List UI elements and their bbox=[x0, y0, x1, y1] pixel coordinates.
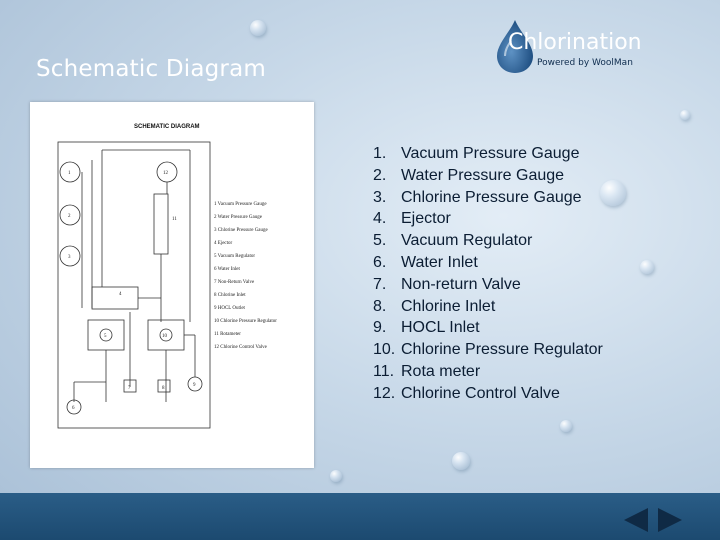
legend-item: 3 Chlorine Pressure Gauge bbox=[214, 228, 268, 233]
ejector bbox=[92, 287, 138, 309]
list-number: 7. bbox=[373, 275, 387, 293]
node-label: 4 bbox=[119, 292, 122, 297]
list-label: Water Pressure Gauge bbox=[401, 166, 565, 184]
list-number: 11. bbox=[373, 362, 395, 380]
list-label: HOCL Inlet bbox=[401, 319, 480, 337]
legend-item: 2 Water Pressure Gauge bbox=[214, 215, 262, 220]
brand-logo bbox=[492, 18, 662, 74]
schematic-heading: SCHEMATIC DIAGRAM bbox=[134, 124, 200, 130]
list-label: Chlorine Inlet bbox=[401, 297, 496, 315]
brand-name: Chlorination bbox=[508, 30, 642, 55]
node-label: 1 bbox=[68, 171, 71, 176]
list-number: 9. bbox=[373, 319, 387, 337]
list-item bbox=[373, 252, 603, 274]
node-label: 12 bbox=[163, 171, 168, 176]
triangle-left-icon[interactable] bbox=[624, 508, 648, 532]
list-number: 5. bbox=[373, 232, 387, 250]
legend-item: 9 HOCL Outlet bbox=[214, 306, 245, 311]
legend-item: 1 Vacuum Pressure Gauge bbox=[214, 202, 267, 207]
slide-title: Schematic Diagram bbox=[36, 56, 266, 82]
brand-tagline: Powered by WoolMan bbox=[537, 58, 633, 68]
list-item bbox=[373, 361, 603, 383]
list-item bbox=[373, 143, 603, 165]
list-item bbox=[373, 208, 603, 230]
node-label: 8 bbox=[162, 386, 165, 391]
list-item bbox=[373, 230, 603, 252]
list-label: Rota meter bbox=[401, 362, 481, 380]
list-label: Chlorine Control Valve bbox=[401, 384, 560, 402]
list-number: 10. bbox=[373, 341, 396, 359]
water-droplet bbox=[330, 470, 342, 482]
list-label: Non-return Valve bbox=[401, 275, 521, 293]
water-droplet bbox=[680, 110, 690, 120]
list-item bbox=[373, 165, 603, 187]
triangle-right-icon[interactable] bbox=[658, 508, 682, 532]
node-label: 5 bbox=[104, 334, 107, 339]
list-label: Chlorine Pressure Regulator bbox=[401, 341, 603, 359]
schematic-drawing bbox=[30, 102, 314, 468]
list-item bbox=[373, 383, 603, 405]
node-label: 2 bbox=[68, 214, 71, 219]
node-label: 9 bbox=[193, 383, 196, 388]
list-number: 6. bbox=[373, 253, 387, 271]
list-label: Vacuum Pressure Gauge bbox=[401, 145, 580, 162]
parts-list bbox=[373, 143, 603, 405]
legend-item: 4 Ejector bbox=[214, 241, 233, 246]
legend-item: 10 Chlorine Pressure Regulator bbox=[214, 319, 277, 324]
list-label: Ejector bbox=[401, 210, 451, 228]
water-droplet bbox=[250, 20, 266, 36]
schematic-frame bbox=[58, 142, 210, 428]
node-label: 6 bbox=[72, 406, 75, 411]
footer-bar bbox=[0, 493, 720, 540]
node-label: 3 bbox=[68, 255, 71, 260]
list-item bbox=[373, 317, 603, 339]
list-item bbox=[373, 296, 603, 318]
list-number: 2. bbox=[373, 166, 387, 184]
legend-item: 6 Water Inlet bbox=[214, 267, 240, 272]
node-label: 11 bbox=[172, 217, 177, 222]
node-label: 7 bbox=[128, 386, 131, 391]
list-number: 3. bbox=[373, 188, 387, 206]
rotameter bbox=[154, 194, 168, 254]
legend-item: 11 Rotameter bbox=[214, 332, 241, 337]
list-item bbox=[373, 339, 603, 361]
list-number: 4. bbox=[373, 210, 387, 228]
water-droplet bbox=[600, 180, 626, 206]
legend-item: 8 Chlorine Inlet bbox=[214, 293, 246, 298]
legend-item: 5 Vacuum Regulator bbox=[214, 254, 256, 259]
list-item bbox=[373, 274, 603, 296]
list-label: Vacuum Regulator bbox=[401, 232, 533, 250]
list-number: 8. bbox=[373, 297, 387, 315]
legend-item: 12 Chlorine Control Valve bbox=[214, 345, 267, 350]
list-number: 12. bbox=[373, 384, 396, 402]
list-label: Water Inlet bbox=[401, 253, 478, 271]
water-droplet bbox=[452, 452, 470, 470]
list-number: 1. bbox=[373, 145, 387, 162]
water-droplet bbox=[560, 420, 572, 432]
water-droplet bbox=[640, 260, 654, 274]
list-item bbox=[373, 187, 603, 209]
legend-item: 7 Non-Return Valve bbox=[214, 280, 255, 285]
node-label: 10 bbox=[162, 334, 167, 339]
schematic-document bbox=[30, 102, 314, 468]
list-label: Chlorine Pressure Gauge bbox=[401, 188, 582, 206]
